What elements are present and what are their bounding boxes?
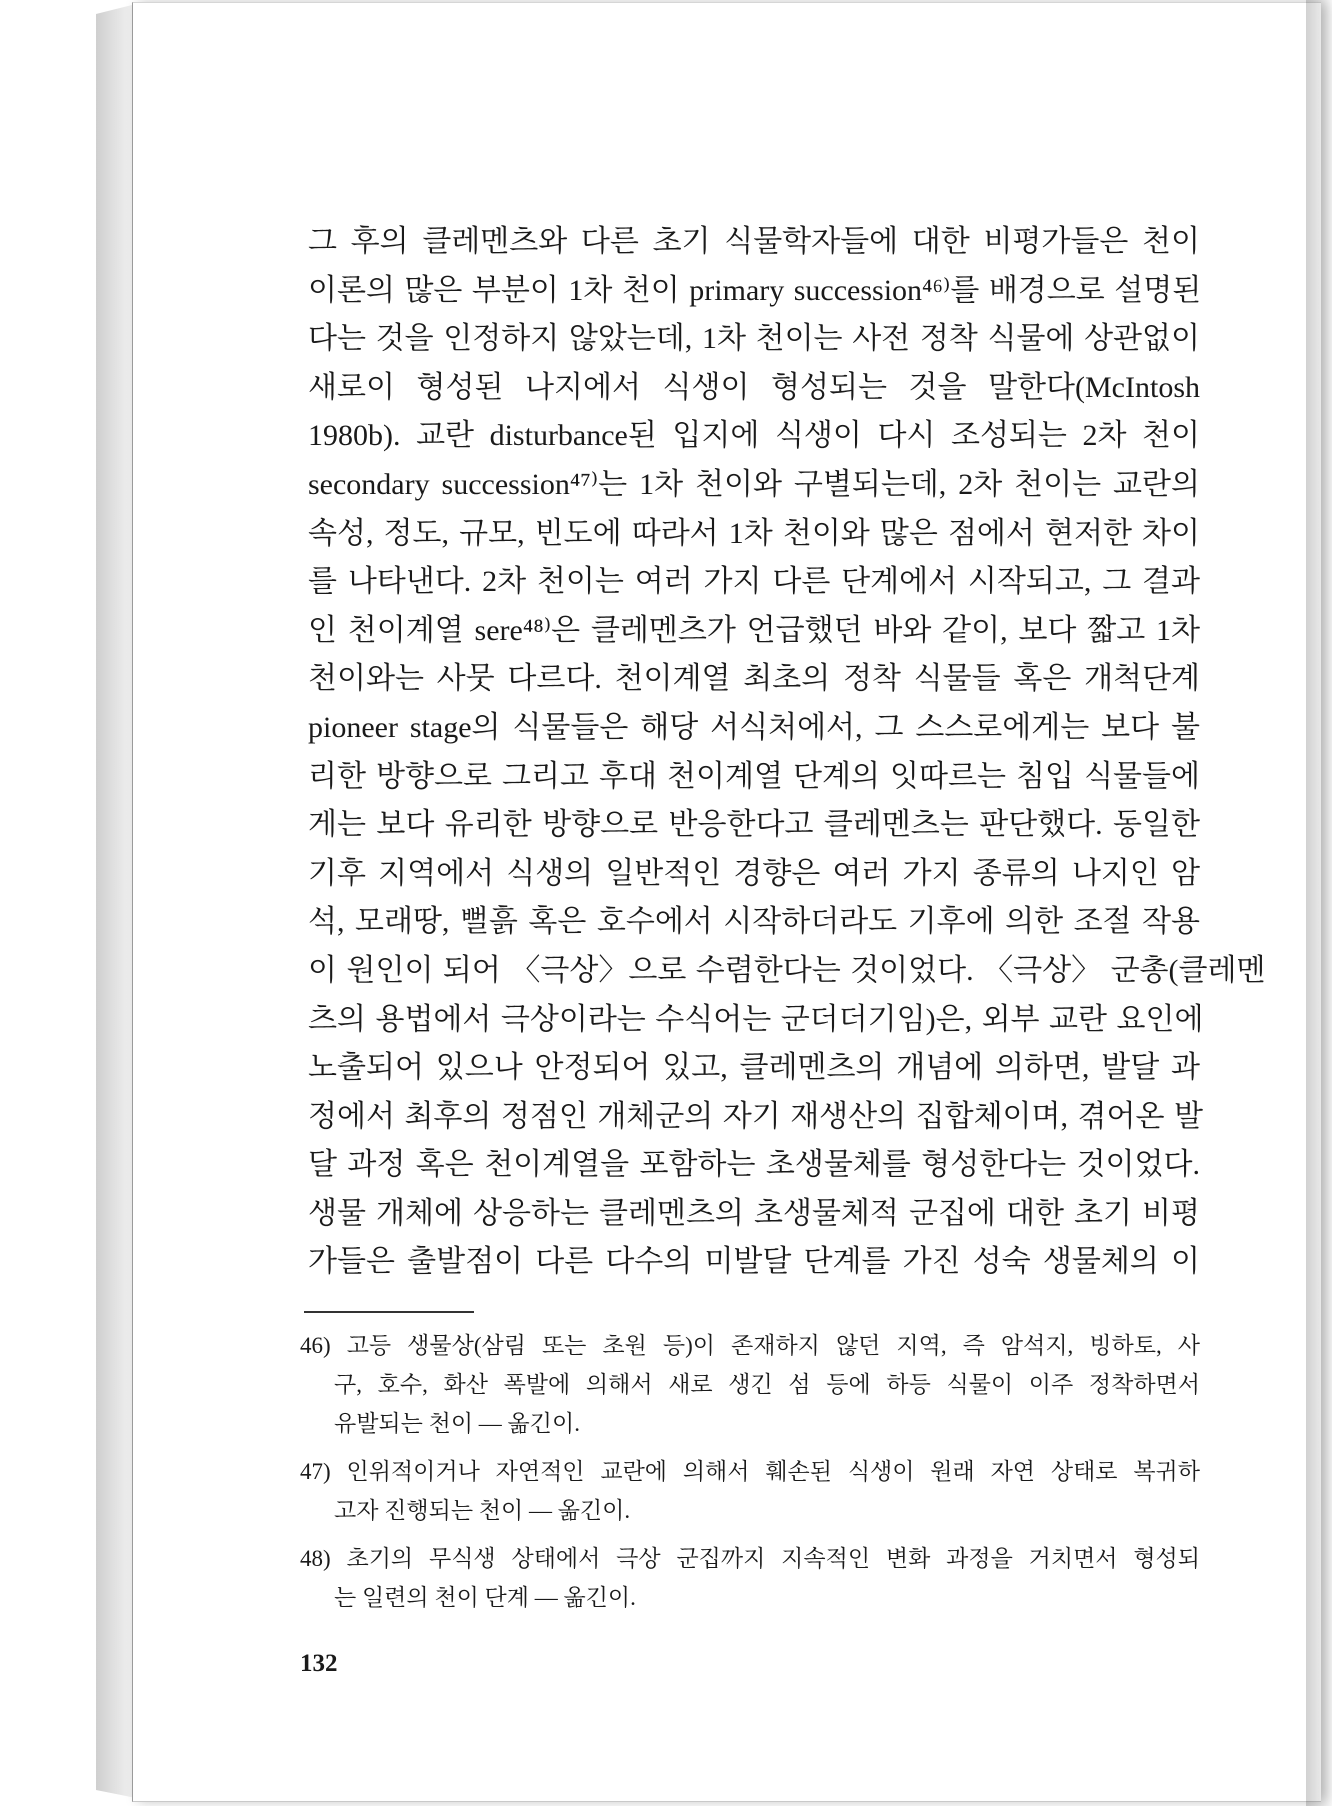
body-text — [308, 218, 1266, 1287]
body-line: 이론의 많은 부분이 1차 천이 primary succession⁴⁶⁾를 배경으로 설명된 — [308, 273, 1202, 307]
body-line: 정에서 최후의 정점인 개체군의 자기 재생산의 집합체이며, 겪어온 발 — [308, 1099, 1203, 1133]
body-line: 를 나타낸다. 2차 천이는 여러 가지 다른 단계에서 시작되고, 그 결과 — [308, 565, 1200, 599]
body-line: 인 천이계열 sere⁴⁸⁾은 클레멘츠가 언급했던 바와 같이, 보다 짧고 1차 — [308, 613, 1200, 647]
body-line: 기후 지역에서 식생의 일반적인 경향은 여러 가지 종류의 나지인 암 — [308, 856, 1200, 890]
body-line: 이 원인이 되어 〈극상〉으로 수렴한다는 것이었다. 〈극상〉 군총(클레멘 — [308, 953, 1266, 987]
footnote-rule — [304, 1311, 474, 1313]
body-line: 노출되어 있으나 안정되어 있고, 클레멘츠의 개념에 의하면, 발달 과 — [308, 1051, 1200, 1085]
body-line: secondary succession⁴⁷⁾는 1차 천이와 구별되는데, 2차 천이는 교란의 — [308, 467, 1200, 501]
body-line: 속성, 정도, 규모, 빈도에 따라서 1차 천이와 많은 점에서 현저한 차이 — [308, 516, 1200, 550]
footnote-47 — [300, 1452, 1200, 1530]
body-line: 그 후의 클레멘츠와 다른 초기 식물학자들에 대한 비평가들은 천이 — [308, 225, 1200, 258]
footnote-line: 는 일련의 천이 단계 — 옮긴이. — [334, 1585, 636, 1610]
footnote-line: 46) 고등 생물상(삼림 또는 초원 등)이 존재하지 않던 지역, 즉 암석지, 빙하토, 사 — [300, 1333, 1200, 1358]
body-line: pioneer stage의 식물들은 해당 서식처에서, 그 스스로에게는 보다 불 — [308, 710, 1200, 744]
body-line: 새로이 형성된 나지에서 식생이 형성되는 것을 말한다(McIntosh — [308, 370, 1200, 404]
footnote-line: 구, 호수, 화산 폭발에 의해서 새로 생긴 섬 등에 하등 식물이 이주 정착하면서 — [334, 1372, 1200, 1397]
body-line: 천이와는 사뭇 다르다. 천이계열 최초의 정착 식물들 혹은 개척단계 — [308, 662, 1200, 696]
body-line: 달 과정 혹은 천이계열을 포함하는 초생물체를 형성한다는 것이었다. — [308, 1148, 1200, 1182]
footnote-line: 유발되는 천이 — 옮긴이. — [334, 1411, 580, 1436]
page-shadow — [1306, 0, 1332, 1806]
footnote-46 — [300, 1326, 1200, 1443]
book-spine-edge — [96, 4, 136, 1798]
body-line: 가들은 출발점이 다른 다수의 미발달 단계를 가진 성숙 생물체의 이 — [308, 1245, 1200, 1279]
footnote-48 — [300, 1539, 1200, 1617]
body-line: 리한 방향으로 그리고 후대 천이계열 단계의 잇따르는 침입 식물들에 — [308, 759, 1200, 793]
body-line: 석, 모래땅, 뻘흙 혹은 호수에서 시작하더라도 기후에 의한 조절 작용 — [308, 905, 1200, 939]
body-line: 츠의 용법에서 극상이라는 수식어는 군더더기임)은, 외부 교란 요인에 — [308, 1002, 1204, 1036]
footnote-line: 고자 진행되는 천이 — 옮긴이. — [334, 1498, 631, 1523]
footnote-line: 47) 인위적이거나 자연적인 교란에 의해서 훼손된 식생이 원래 자연 상태로 복귀하 — [300, 1459, 1200, 1484]
page-number: 132 — [300, 1650, 338, 1677]
footnote-line: 48) 초기의 무식생 상태에서 극상 군집까지 지속적인 변화 과정을 거치면서 형성되 — [300, 1546, 1200, 1571]
body-line: 다는 것을 인정하지 않았는데, 1차 천이는 사전 정착 식물에 상관없이 — [308, 322, 1200, 356]
body-line: 생물 개체에 상응하는 클레멘츠의 초생물체적 군집에 대한 초기 비평 — [308, 1196, 1200, 1230]
body-line: 1980b). 교란 disturbance된 입지에 식생이 다시 조성되는 2차 천이 — [308, 419, 1200, 453]
body-line: 게는 보다 유리한 방향으로 반응한다고 클레멘츠는 판단했다. 동일한 — [308, 808, 1200, 842]
footnotes — [300, 1326, 1200, 1626]
